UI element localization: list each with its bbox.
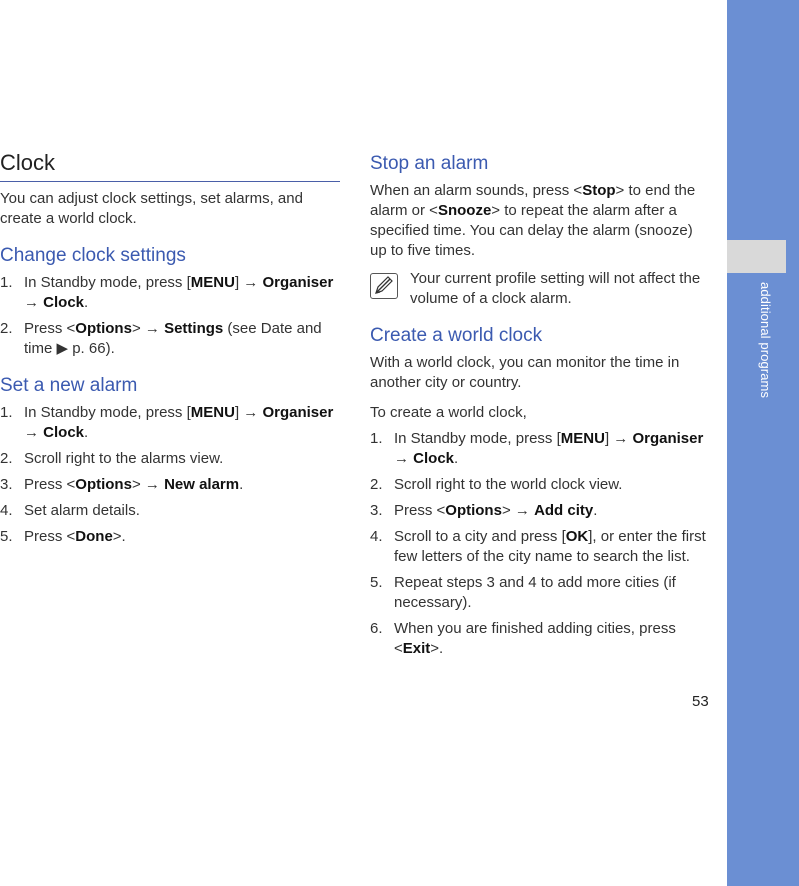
list-item: 2. Press <Options> → Settings (see Date and time ▶ p. 66). — [0, 320, 322, 357]
set-alarm-steps — [0, 403, 340, 547]
sidebar-tab — [727, 240, 786, 273]
world-clock-intro: With a world clock, you can monitor the time in another city or country. — [370, 354, 680, 391]
right-column — [370, 153, 710, 659]
list-item: 3. Press <Options> → Add city. — [370, 502, 598, 519]
world-clock-steps — [370, 429, 710, 659]
list-item: 2. Scroll right to the alarms view. — [0, 450, 224, 467]
left-column — [0, 150, 340, 547]
section-label: additional programs — [758, 282, 773, 399]
list-item: 3. Press <Options> → New alarm. — [0, 476, 244, 493]
note — [370, 269, 710, 309]
list-item: 6. When you are finished adding cities, press <Exit>. — [370, 620, 676, 657]
list-item: 1. In Standby mode, press [MENU] → Organiser → Clock. — [0, 404, 334, 441]
page-title: Clock — [0, 150, 340, 182]
list-item: 4. Set alarm details. — [0, 502, 140, 519]
note-pencil-icon — [370, 273, 398, 299]
change-settings-steps — [0, 273, 340, 359]
heading-stop-alarm: Stop an alarm — [370, 153, 489, 174]
list-item: 4. Scroll to a city and press [OK], or enter the first few letters of the city name to search the list. — [370, 528, 706, 565]
list-item: 1. In Standby mode, press [MENU] → Organiser → Clock. — [0, 274, 334, 311]
heading-change-clock-settings: Change clock settings — [0, 245, 186, 266]
world-clock-lead: To create a world clock, — [370, 404, 527, 421]
note-text: Your current profile setting will not affect the volume of a clock alarm. — [410, 270, 701, 307]
page-number: 53 — [692, 693, 709, 710]
heading-set-new-alarm: Set a new alarm — [0, 375, 138, 396]
heading-create-world-clock: Create a world clock — [370, 325, 543, 346]
list-item: 1. In Standby mode, press [MENU] → Organiser → Clock. — [370, 430, 704, 467]
list-item: 5. Press <Done>. — [0, 528, 126, 545]
stop-alarm-text: When an alarm sounds, press <Stop> to end the alarm or <Snooze> to repeat the alarm after a specified time. You can delay the alarm (snooze) up to five times. — [370, 182, 696, 259]
clock-intro: You can adjust clock settings, set alarms, and create a world clock. — [0, 190, 303, 227]
sidebar-band — [727, 0, 799, 886]
list-item: 5. Repeat steps 3 and 4 to add more cities (if necessary). — [370, 574, 676, 611]
list-item: 2. Scroll right to the world clock view. — [370, 476, 623, 493]
